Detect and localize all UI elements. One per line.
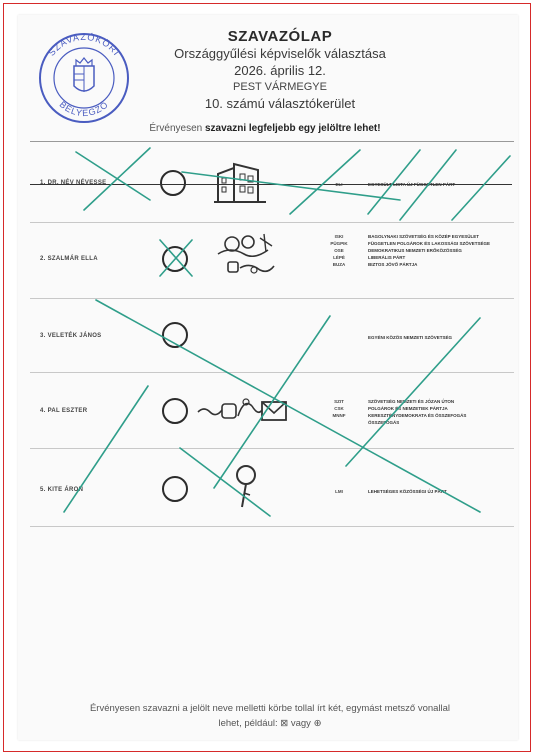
- ballot-header: [130, 28, 430, 112]
- svg-text:BÉLYEGZŐ: [58, 99, 111, 118]
- candidate-1-party-names: EGYESÜLT LISTA ÚJ FÜGGETLEN PÁRT: [368, 182, 456, 187]
- bottom-instruction-line-2: lehet, például: ⊠ vagy ⊕: [218, 718, 322, 729]
- district-name: 10. számú választókerület: [204, 96, 356, 111]
- candidate-1-party-abbrev: ELI: [335, 182, 343, 187]
- stamp-text-top: SZAVAZÓKÖRI: [46, 31, 122, 58]
- candidate-3-party-names: EGYÉNI KÖZÖS NEMZETI SZÖVETSÉG: [368, 335, 453, 340]
- row-divider: [30, 372, 514, 373]
- top-instruction: [40, 123, 490, 134]
- candidate-2-vote-circle[interactable]: [162, 246, 188, 272]
- candidate-2-name: 2. SZALMÁR ELLA: [40, 256, 98, 262]
- election-date: 2026. április 12.: [234, 63, 326, 78]
- people-logo-icon: [214, 232, 280, 283]
- bottom-instruction: [40, 701, 500, 731]
- svg-text:SZAVAZÓKÖRI: [46, 32, 122, 58]
- candidate-3-name: 3. VELETÉK JÁNOS: [40, 333, 102, 339]
- county-name: PEST VÁRMEGYE: [233, 81, 327, 93]
- instruction-bold: szavazni legfeljebb egy jelöltre lehet!: [204, 123, 381, 134]
- row-divider: [30, 141, 514, 142]
- candidate-4-name: 4. PAL ESZTER: [40, 408, 88, 414]
- instruction-prefix: Érvényesen: [149, 123, 205, 134]
- candidate-5-vote-circle[interactable]: [162, 476, 188, 502]
- bottom-instruction-line-1: Érvényesen szavazni a jelölt neve melletti körbe tollal írt két, egymást metsző vonallal: [89, 703, 451, 714]
- candidate-2-party-names: BAGOLYNAKI SZÖVETSÉG ÉS KÖZÉP EGYESÜLET FÜGGETLEN POLGÁROK ÉS LAKOSSÁGI SZÖVETSÉGE DEMOKRATIKUS NEMZETI ERŐKÖZÖSSÉG LIBERÁLIS PÁRT BIZTOS JÖVŐ PÁRTJA: [368, 234, 491, 267]
- candidate-1-strikethrough: [30, 184, 512, 185]
- candidate-1-vote-circle[interactable]: [160, 170, 186, 196]
- election-name: Országgyűlési képviselők választása: [174, 46, 386, 61]
- candidate-4-party-abbrev: SZIT CSK MNNF: [332, 399, 346, 418]
- candidate-5-party-abbrev: LMI: [335, 489, 343, 494]
- candidate-2-party-abbrev: ISKI PÜGPIK OSE LÉPÉ BUZA: [330, 234, 348, 267]
- ballot-title: SZAVAZÓLAP: [227, 28, 333, 45]
- stamp-text-bottom: BÉLYEGZŐ: [57, 99, 111, 119]
- row-divider: [30, 448, 514, 449]
- candidate-4-vote-circle[interactable]: [162, 398, 188, 424]
- candidate-4-party-names: SZÖVETSÉG NEMZETI ÉS JÓZAN ÚTON POLGÁROK ÉS NEMZETIEK PÁRTJA KERESZTÉNYDEMOKRATA ÉS ÖSSZEFOGÁS ÖSSZEFOGÁS: [368, 399, 467, 425]
- pin-logo-icon: [232, 463, 262, 514]
- row-divider: [30, 298, 514, 299]
- candidate-1-name: 1. DR. NÉV NÉVESSE: [40, 180, 107, 186]
- row-divider: [30, 526, 514, 527]
- candidate-5-party-names: LEHETSÉGES KÖZÖSSÉGI ÚJ PÁRT: [368, 489, 447, 494]
- candidate-3-vote-circle[interactable]: [162, 322, 188, 348]
- candidate-5-name: 5. KITE ÁRON: [40, 487, 84, 493]
- envelope-logo-icon: [196, 394, 290, 433]
- row-divider: [30, 222, 514, 223]
- official-stamp-icon: [36, 30, 132, 126]
